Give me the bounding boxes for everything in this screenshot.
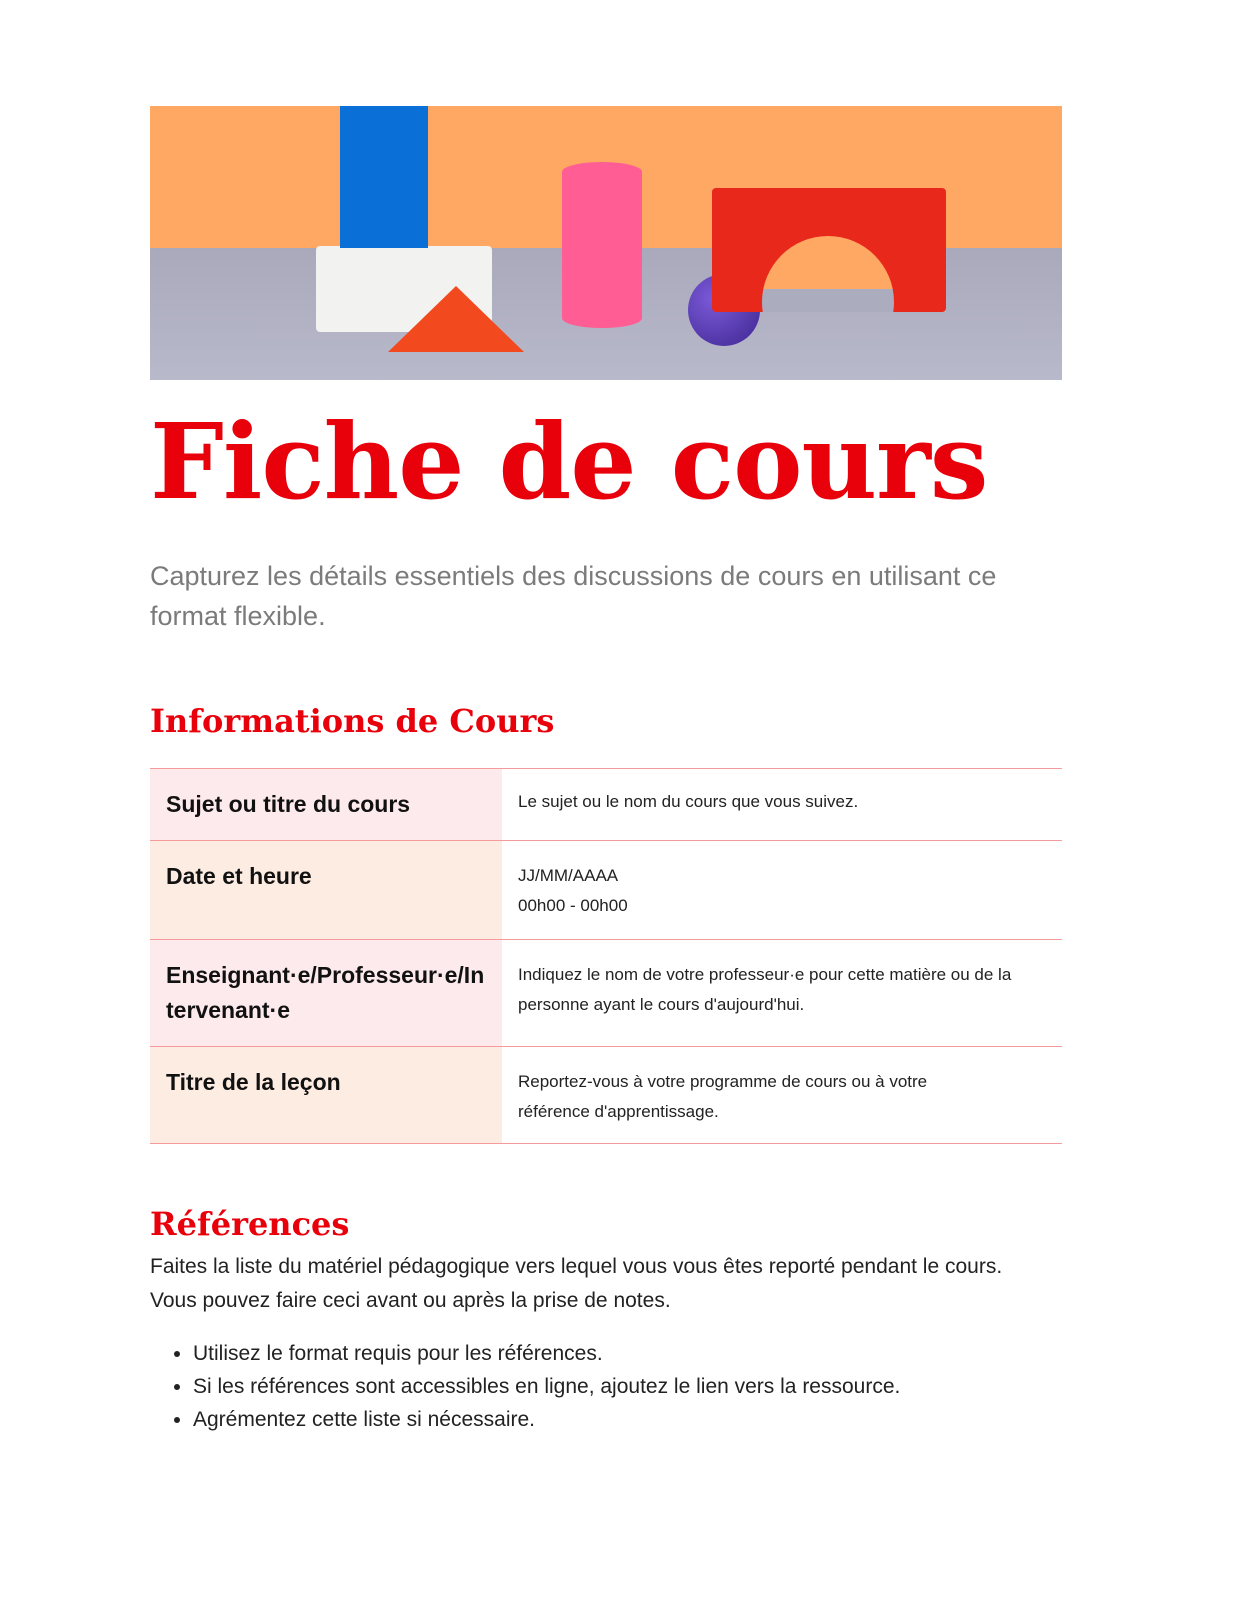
list-item: • Agrémentez cette liste si nécessaire. xyxy=(193,1403,900,1436)
row-value-line: JJ/MM/AAAA xyxy=(518,866,619,885)
table-row xyxy=(150,769,1062,841)
row-label: Date et heure xyxy=(150,841,502,940)
row-label: Sujet ou titre du cours xyxy=(150,769,502,841)
row-value xyxy=(502,1047,1062,1144)
section-heading-info: Informations de Cours xyxy=(150,702,555,740)
references-list xyxy=(150,1337,900,1436)
row-label: Titre de la leçon xyxy=(150,1047,502,1144)
row-value xyxy=(502,769,1062,841)
row-value-line: Le sujet ou le nom du cours que vous suivez. xyxy=(518,792,859,811)
table-row xyxy=(150,841,1062,940)
row-value-line: Indiquez le nom de votre professeur·e pour cette matière ou de la personne ayant le cours d'aujourd'hui. xyxy=(518,965,1012,1014)
course-info-table xyxy=(150,768,1062,1144)
references-text: Faites la liste du matériel pédagogique vers lequel vous vous êtes reporté pendant le cours. Vous pouvez faire ceci avant ou après la prise de notes. xyxy=(150,1255,1003,1312)
row-value-line: Reportez-vous à votre programme de cours ou à votre référence d'apprentissage. xyxy=(518,1072,928,1121)
pink-cylinder xyxy=(562,162,642,328)
row-value xyxy=(502,841,1062,940)
header-image-toy-blocks xyxy=(150,106,1062,380)
table-row xyxy=(150,940,1062,1047)
row-value-line: 00h00 - 00h00 xyxy=(518,896,628,915)
row-label: Enseignant·e/Professeur·e/Intervenant·e xyxy=(150,940,502,1047)
blue-block xyxy=(340,106,428,248)
section-heading-references: Références xyxy=(150,1205,350,1243)
list-item: • Utilisez le format requis pour les références. xyxy=(193,1337,900,1370)
row-value xyxy=(502,940,1062,1047)
red-arch xyxy=(712,188,946,312)
page-title: Fiche de cours xyxy=(150,400,988,523)
list-item: • Si les références sont accessibles en ligne, ajoutez le lien vers la ressource. xyxy=(193,1370,900,1403)
subtitle: Capturez les détails essentiels des discussions de cours en utilisant ce format flexible. xyxy=(150,561,997,631)
orange-triangle xyxy=(388,286,524,352)
table-row xyxy=(150,1047,1062,1144)
